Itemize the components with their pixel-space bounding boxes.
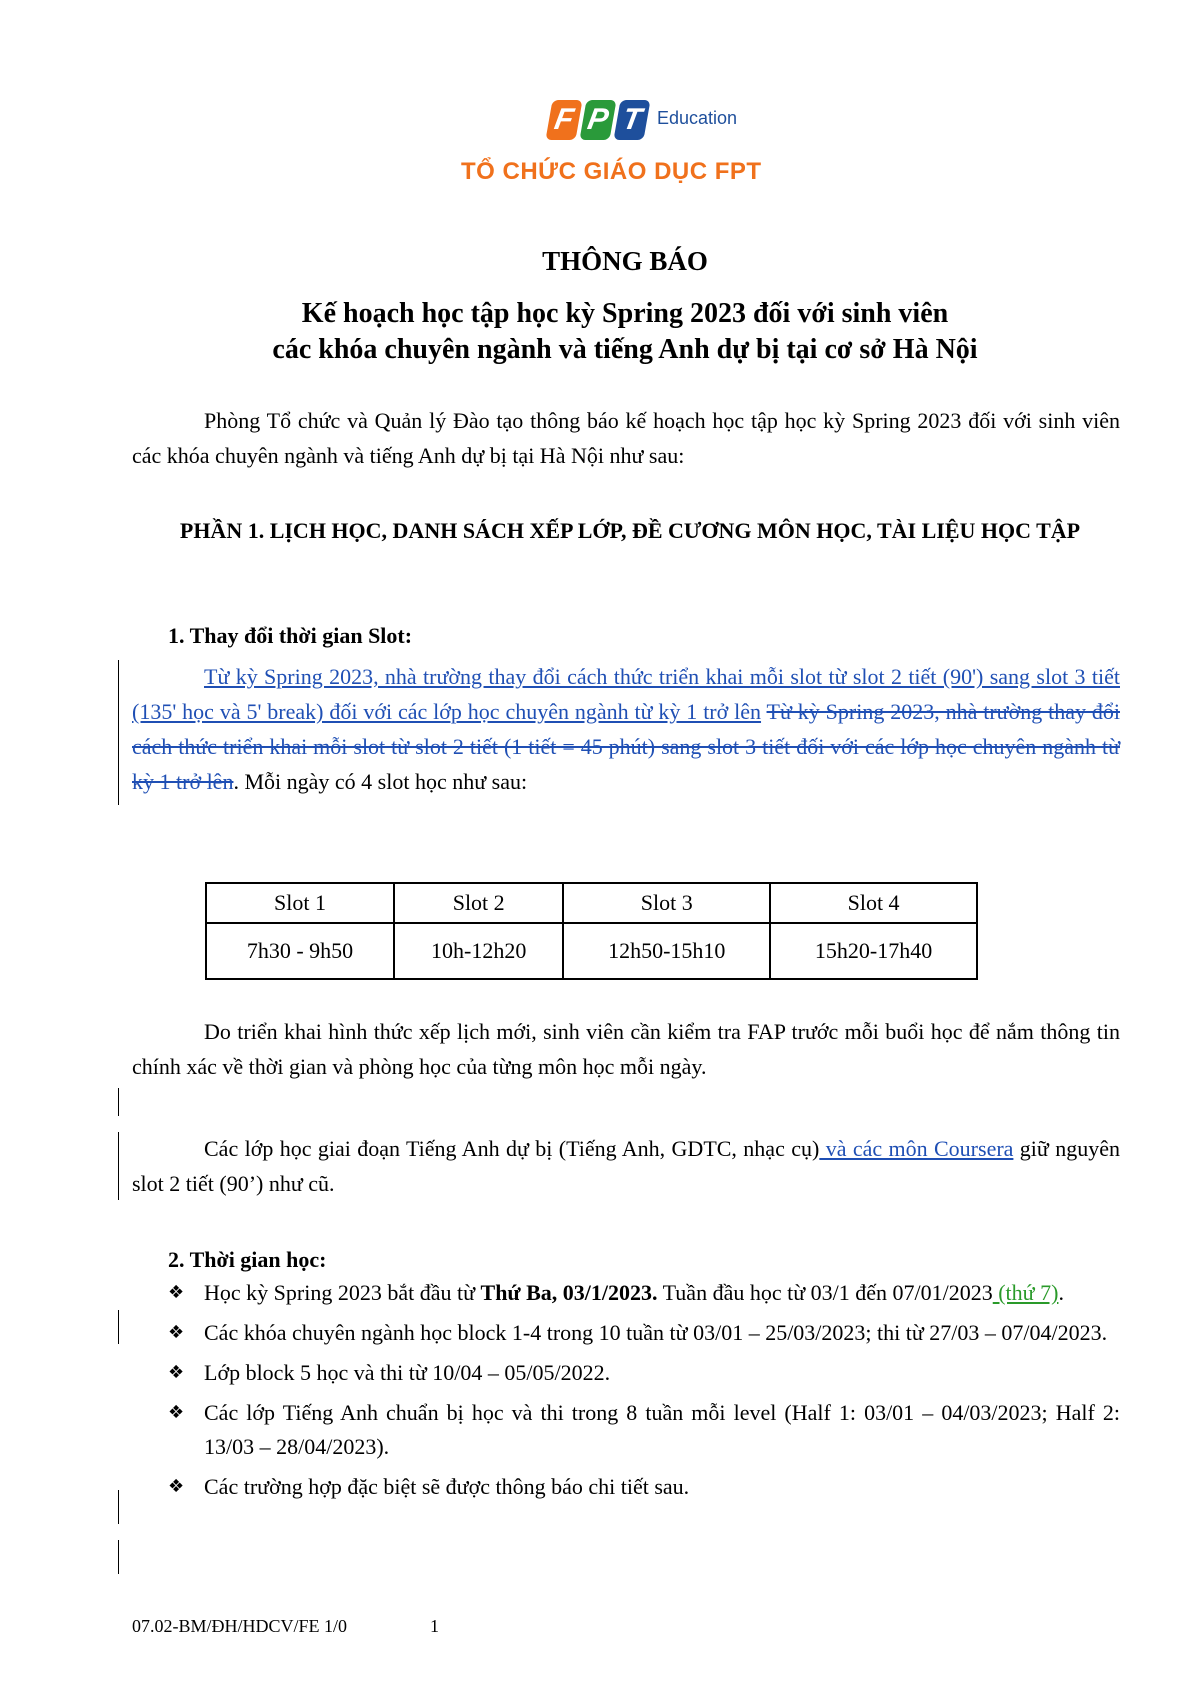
english-text-b: giữ nguyên slot 2 tiết (90’) như cũ. bbox=[132, 1136, 1120, 1196]
table-cell: 10h-12h20 bbox=[394, 923, 563, 979]
list-item bbox=[168, 1356, 1120, 1390]
study-time-list bbox=[168, 1276, 1120, 1510]
logo-letter-f: F bbox=[545, 100, 582, 140]
change-bar bbox=[118, 1132, 119, 1200]
table-header-cell: Slot 4 bbox=[770, 883, 977, 923]
intro-paragraph: Phòng Tổ chức và Quản lý Đào tạo thông báo kế hoạch học tập học kỳ Spring 2023 đối với sinh viên các khóa chuyên ngành và tiếng Anh dự bị tại Hà Nội như sau: bbox=[132, 408, 1120, 468]
table-cell: 7h30 - 9h50 bbox=[206, 923, 394, 979]
english-text-a: Các lớp học giai đoạn Tiếng Anh dự bị (Tiếng Anh, GDTC, nhạc cụ) bbox=[204, 1136, 820, 1161]
english-classes-paragraph bbox=[132, 1131, 1120, 1201]
bullet-1-c: . bbox=[1058, 1280, 1064, 1305]
list-item bbox=[168, 1316, 1120, 1350]
list-item bbox=[168, 1276, 1120, 1310]
bullet-1-b: Tuần đầu học từ 03/1 đến 07/01/2023 bbox=[657, 1280, 993, 1305]
table-header-cell: Slot 3 bbox=[563, 883, 770, 923]
deleted-text: Từ kỳ Spring 2023, nhà trường thay đổi cách thức triển khai mỗi slot từ slot 2 tiết (1 tiết = 45 phút) sang slot 3 tiết đối với các lớp học chuyên ngành từ kỳ 1 trở lên bbox=[132, 699, 1120, 794]
heading-study-time: 2. Thời gian học: bbox=[168, 1247, 327, 1272]
slot-change-paragraph bbox=[132, 659, 1120, 799]
change-bar bbox=[118, 1088, 119, 1116]
bullet-text: Các khóa chuyên ngành học block 1-4 trong 10 tuần từ 03/01 – 25/03/2023; thi từ 27/03 – 07/04/2023. bbox=[204, 1320, 1108, 1345]
bullet-text: Các trường hợp đặc biệt sẽ được thông báo chi tiết sau. bbox=[204, 1474, 690, 1499]
logo-education-text: Education bbox=[657, 108, 738, 128]
list-item bbox=[168, 1470, 1120, 1504]
document-code: 07.02-BM/ĐH/HDCV/FE 1/0 bbox=[132, 1616, 348, 1636]
bullet-text: Các lớp Tiếng Anh chuẩn bị học và thi trong 8 tuần mỗi level (Half 1: 03/01 – 04/03/2023; Half 2: 13/03 – 28/04/2023). bbox=[204, 1400, 1120, 1459]
change-bar bbox=[118, 1310, 119, 1344]
slot-paragraph-rest: . Mỗi ngày có 4 slot học như sau: bbox=[233, 769, 528, 794]
table-header-cell: Slot 1 bbox=[206, 883, 394, 923]
organization-name: TỔ CHỨC GIÁO DỤC FPT bbox=[461, 158, 762, 185]
table-cell: 15h20-17h40 bbox=[770, 923, 977, 979]
inserted-text: và các môn Coursera bbox=[819, 1136, 1014, 1161]
change-bar bbox=[118, 660, 119, 805]
logo-letter-t: T bbox=[613, 100, 650, 140]
slot-table bbox=[205, 882, 978, 980]
page-number: 1 bbox=[430, 1616, 439, 1636]
fpt-education-logo bbox=[461, 96, 805, 186]
bullet-text bbox=[204, 1276, 1120, 1310]
diamond-bullet-icon: ❖ bbox=[168, 1402, 185, 1423]
document-title: THÔNG BÁO bbox=[542, 246, 708, 276]
bullet-text: Lớp block 5 học và thi từ 10/04 – 05/05/2022. bbox=[204, 1360, 611, 1385]
fap-paragraph: Do triển khai hình thức xếp lịch mới, sinh viên cần kiểm tra FAP trước mỗi buổi học để nắm thông tin chính xác về thời gian và phòng học của từng môn học mỗi ngày. bbox=[132, 1019, 1120, 1079]
document-subtitle bbox=[130, 296, 1120, 368]
start-date: Thứ Ba, 03/1/2023. bbox=[480, 1280, 658, 1305]
table-row bbox=[206, 923, 977, 979]
diamond-bullet-icon: ❖ bbox=[168, 1476, 185, 1497]
change-bar bbox=[118, 1540, 119, 1574]
fpt-letters bbox=[549, 100, 647, 140]
bullet-1-a: Học kỳ Spring 2023 bắt đầu từ bbox=[204, 1280, 481, 1305]
change-bar bbox=[118, 1490, 119, 1524]
table-cell: 12h50-15h10 bbox=[563, 923, 770, 979]
list-item bbox=[168, 1396, 1120, 1464]
subtitle-line-1: Kế hoạch học tập học kỳ Spring 2023 đối với sinh viên bbox=[301, 298, 949, 329]
heading-slot-change: 1. Thay đổi thời gian Slot: bbox=[168, 623, 413, 648]
diamond-bullet-icon: ❖ bbox=[168, 1362, 185, 1383]
diamond-bullet-icon: ❖ bbox=[168, 1322, 185, 1343]
section-1-heading: PHẦN 1. LỊCH HỌC, DANH SÁCH XẾP LỚP, ĐỀ CƯƠNG MÔN HỌC, TÀI LIỆU HỌC TẬP bbox=[179, 518, 1081, 543]
subtitle-line-2: các khóa chuyên ngành và tiếng Anh dự bị tại cơ sở Hà Nội bbox=[272, 334, 978, 365]
inserted-text: Từ kỳ Spring 2023, nhà trường thay đổi cách thức triển khai mỗi slot từ slot 2 tiết (90') sang slot 3 tiết (135' học và 5' break) đối với các lớp học chuyên ngành từ kỳ 1 trở lên bbox=[132, 664, 1120, 724]
logo-letter-p: P bbox=[579, 100, 616, 140]
inserted-text: (thứ 7) bbox=[992, 1280, 1059, 1305]
diamond-bullet-icon: ❖ bbox=[168, 1282, 185, 1303]
table-header-row bbox=[206, 883, 977, 923]
table-header-cell: Slot 2 bbox=[394, 883, 563, 923]
